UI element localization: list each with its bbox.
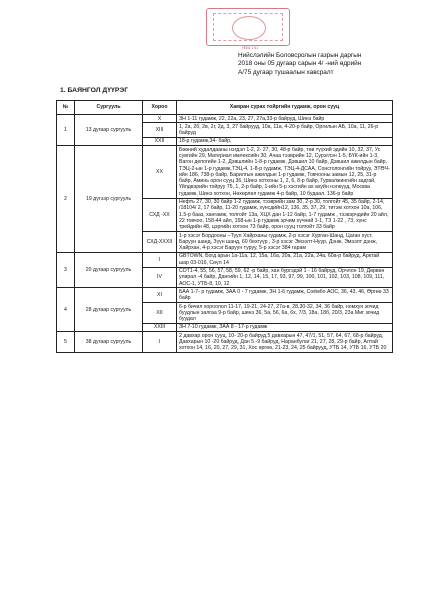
row-number: 5 bbox=[57, 332, 75, 353]
khoroo-cell: XXII bbox=[143, 137, 177, 145]
coverage-cell: Бөөний худалдааны нэгдэл 1-2, 2- 27, 30, 48-р байр, төв түүхий эдийн 10, 32, 37, Ус сувгийн 29, Материал имлексийн 30, Ачаа тээврийн 12, Сурэглэн 1-5, БҮК-ийн 1-3, Вагон депогийн 1-2, Дэвшлийн 1-8-р гудамж, Дэвшил 10 байр, Дэвшил ажилдын байр, ТЭЦ-2-ын 1-р гудамж,ТЭЦ-4, 1-8-р гудамж, ТЭЦ-4-ДСАА, Сонсголонгийн тойруу, ЭТӨЧ-ийн 186, 738-р байр, Барилгын ажилдын 1-р гудамж, Товчооны замын 12, 25, 31-р байр, Аминь орон сууц 36, Шинэ хотхоны 1, 2, 6, 8-р байр, Гурвалжингийн задгай, Үйлдвэрийн тойруу 75, 1, 2-р байр, 1-ийн 5-р хэсгийн ах ахуйн нэгжүүд, Москва гудамж, Шинэ хотхон, Нөхөрлөл гудамж 4-р байр, 10 будаал. 136-р байр bbox=[177, 146, 393, 198]
row-number: 4 bbox=[57, 288, 75, 332]
khoroo-cell: XIII bbox=[143, 123, 177, 138]
coverage-cell: 1-р хэсэг Бордооны –Туул Хайрханы гудамж, 2-р хэсэг Хурган-Шанд, Цаган хуст, Баруун шанд, Зүүн шанд, 60 бөхгүүр , 3-р хэсэг Эмээлт-Нуур, Дэнж, Эмээлт дэнж, Хайрхан, 4-р хэсэг Баруун туруу, 5-р хэсэг 384 гарам bbox=[177, 232, 393, 253]
khoroo-cell: XXIII bbox=[143, 323, 177, 331]
coverage-cell: GBTOWN, Богд арын 1а-11а, 12, 15а, 16а, 20а, 21а, 22а, 24а, 60а-р байруд, Арктай шар 03-016, Сөүл 14 bbox=[177, 252, 393, 267]
khoroo-cell: СХД -XX bbox=[143, 198, 177, 231]
document-header bbox=[238, 52, 414, 77]
table-row bbox=[57, 332, 393, 353]
coverage-cell: ЗН 1-11 гудамж, 22, 22а, 23, 27, 27а,33-р байруд, Шинэ байр bbox=[177, 115, 393, 123]
header-cell-no: № bbox=[57, 101, 75, 115]
coverage-cell: 1, 2а, 2б, 2в, 2г, 2д, 3, 27 байрууд, 10а, 11а, 4-20-р байр, Оргилын АБ, 10а, 11, 26-р байруд bbox=[177, 123, 393, 138]
stamp-code: ҮЕБ6 1 61 bbox=[241, 46, 259, 50]
row-number: 3 bbox=[57, 252, 75, 287]
school-name: 20 дугаар сургууль bbox=[75, 252, 143, 287]
header-cell-coverage: Хамран сурах тойргийн гудамж, орон сууц bbox=[177, 101, 393, 115]
khoroo-cell: X bbox=[143, 115, 177, 123]
coverage-cell: 18-р гудамж,34- байр, bbox=[177, 137, 393, 145]
header-cell-school: Сургууль bbox=[75, 101, 143, 115]
row-number: 2 bbox=[57, 146, 75, 253]
header-line-1: Нийслэлийн Боловсролын газрын даргын bbox=[238, 52, 362, 59]
school-name: 13 дугаар сургууль bbox=[75, 115, 143, 146]
table-row bbox=[57, 252, 393, 267]
khoroo-cell: XI bbox=[143, 288, 177, 303]
table-row bbox=[57, 288, 393, 303]
khoroo-cell: IV bbox=[143, 267, 177, 288]
section-title: 1. БАЯНГОЛ ДҮҮРЭГ bbox=[60, 87, 129, 94]
khoroo-cell: I bbox=[143, 332, 177, 353]
coverage-cell: 6-р бичил хороолол 11-17, 19-21, 24-27, 27а-в, 28,30-32, 34, 36 байр, номхун зочид буудлын залгаа 9-р байр, шинэ 36, 5а, 56, 6а, 6х, 7/3, 18а, 18б, 20/3, 23а Миг зочид буудал bbox=[177, 303, 393, 324]
coverage-cell: БАА 1-7- р гудамж, ЗАА 0 - 7 гудамж, ЗН 1-6 гудамж, Соёмбо АОС, 36, 43, 46, Өргөө 33 байр bbox=[177, 288, 393, 303]
header-line-2: 2018 оны 05 дугаар сарын 4/ -ний өдрийн bbox=[238, 60, 362, 68]
khoroo-cell: XX bbox=[143, 146, 177, 198]
table-header-row bbox=[57, 101, 393, 115]
header-line-3: A/75 дугаар тушаалын хавсралт bbox=[238, 68, 334, 76]
school-district-table bbox=[56, 100, 393, 353]
row-number: 1 bbox=[57, 115, 75, 146]
khoroo-cell: XII bbox=[143, 303, 177, 324]
seal-icon bbox=[232, 16, 266, 40]
school-name: 38 дугаар сургууль bbox=[75, 332, 143, 353]
coverage-cell: Нефть 27, 30, 30 байр 1-2 гудамж, тээврийн зам 30, 2-р 30, толгойт 45, 35 байр, 2-14, /18104/ 2, 17 байр, 11-20 гудамж, хүнсдийн12, 136, 35, 37, 29, титэм хотхон 10а, 106, 1.5-р бааз, хангамж, толгойт 13а, ХЦХ дан 1-12 байр, 1-7 гудамж , тээвэрчдийн 20 айл, 22 товчоо, 158-44 айл, 158-ын 1-р гудамж эрчим хүчний 1-1, ТЗ 1-22 , 73, хүнс трейдийн 48, цэргийн хотхон 73 байр, орон сууц толгойт 33 байр bbox=[177, 198, 393, 231]
khoroo-cell: I bbox=[143, 252, 177, 267]
school-name: 19 дүгээр сургууль bbox=[75, 146, 143, 253]
coverage-cell: СОТ1-4, 55, 56, 57, 58, 59, 62 -р байр, хан бургэдэй 1 - 16 байруд, Орчлон 19, Дөрвөн улирал -4 байр, Дангийн 1, 12, 14, 15, 17, 93, 97, 99, 100, 101, 102, 103, 108, 109, 111, АОС-1, УТБ-8, 10, 12 bbox=[177, 267, 393, 288]
khoroo-cell: СХД-XXXII bbox=[143, 232, 177, 253]
school-name: 28 дугаар сургууль bbox=[75, 288, 143, 332]
coverage-cell: 2 давхар орон сууц, 10- 20-р байруд,5 давхарын 47, 47/1, 51, 57, 64, 67, 68-р байруд, Давхарын 10 -20 байруд, Дан 5 -9 байруд, Наранбулаг 21, 27, 28, 29-р байр, Алтай хотхон 14, 16, 20, 27, 29, 31, Хос өргөө, 21-23, 24, 25 байрууд, УТБ 14, УТБ 16, УТБ 20 bbox=[177, 332, 393, 353]
table-row bbox=[57, 115, 393, 123]
header-cell-khoroo: Хороо bbox=[143, 101, 177, 115]
coverage-cell: ЗН 7-10 гудамж, ЗАА 8 - 17-р гудамж bbox=[177, 323, 393, 331]
table-row bbox=[57, 146, 393, 198]
